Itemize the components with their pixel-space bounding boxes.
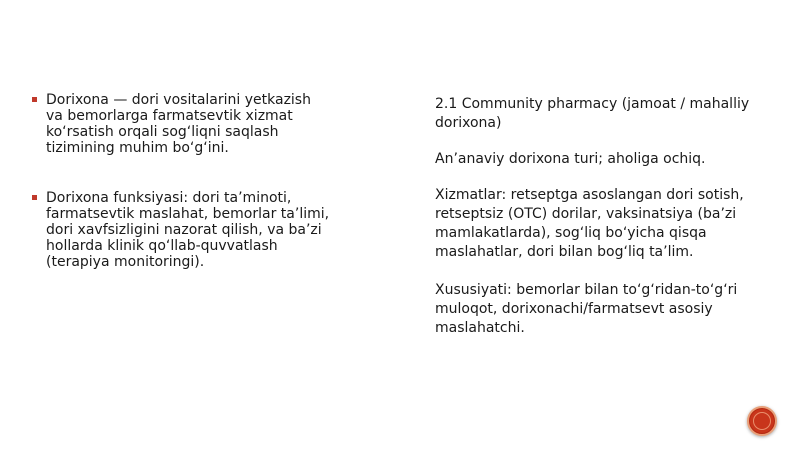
bullet-marker-icon — [32, 97, 37, 102]
right-column — [435, 95, 765, 357]
left-column — [30, 92, 330, 304]
bullet-text: Dorixona funksiyasi: dori ta’minoti, farmatsevtik maslahat, bemorlar ta’limi, dori xavfsizligini nazorat qilish, va ba’zi hollarda klinik qo‘llab-quvvatlash (terapiya monitoringi). — [46, 190, 330, 270]
bullet-marker-icon — [32, 195, 37, 200]
paragraph: Xususiyati: bemorlar bilan to‘g‘ridan-to‘g‘ri muloqot, dorixonachi/farmatsevt asosiy maslahatchi. — [435, 282, 738, 336]
paragraph: An’anaviy dorixona turi; aholiga ochiq. — [435, 151, 706, 167]
paragraph: Xizmatlar: retseptga asoslangan dori sotish, retseptsiz (OTC) dorilar, vaksinatsiya (ba’zi mamlakatlarda), sog‘liq bo‘yicha qisqa maslahatlar, dori bilan bog‘liq ta’lim. — [435, 187, 744, 260]
bullet-text: Dorixona — dori vositalarini yetkazish va bemorlarga farmatsevtik xizmat ko‘rsatish orqali sog‘liqni saqlash tizimining muhim bo‘g‘ini. — [46, 92, 311, 156]
bullet-item — [30, 92, 330, 156]
section-heading: 2.1 Community pharmacy (jamoat / mahalliy dorixona) — [435, 96, 750, 131]
slide-nav-button[interactable] — [747, 406, 777, 436]
bullet-item — [30, 190, 330, 270]
nav-button-ring-icon — [753, 412, 771, 430]
